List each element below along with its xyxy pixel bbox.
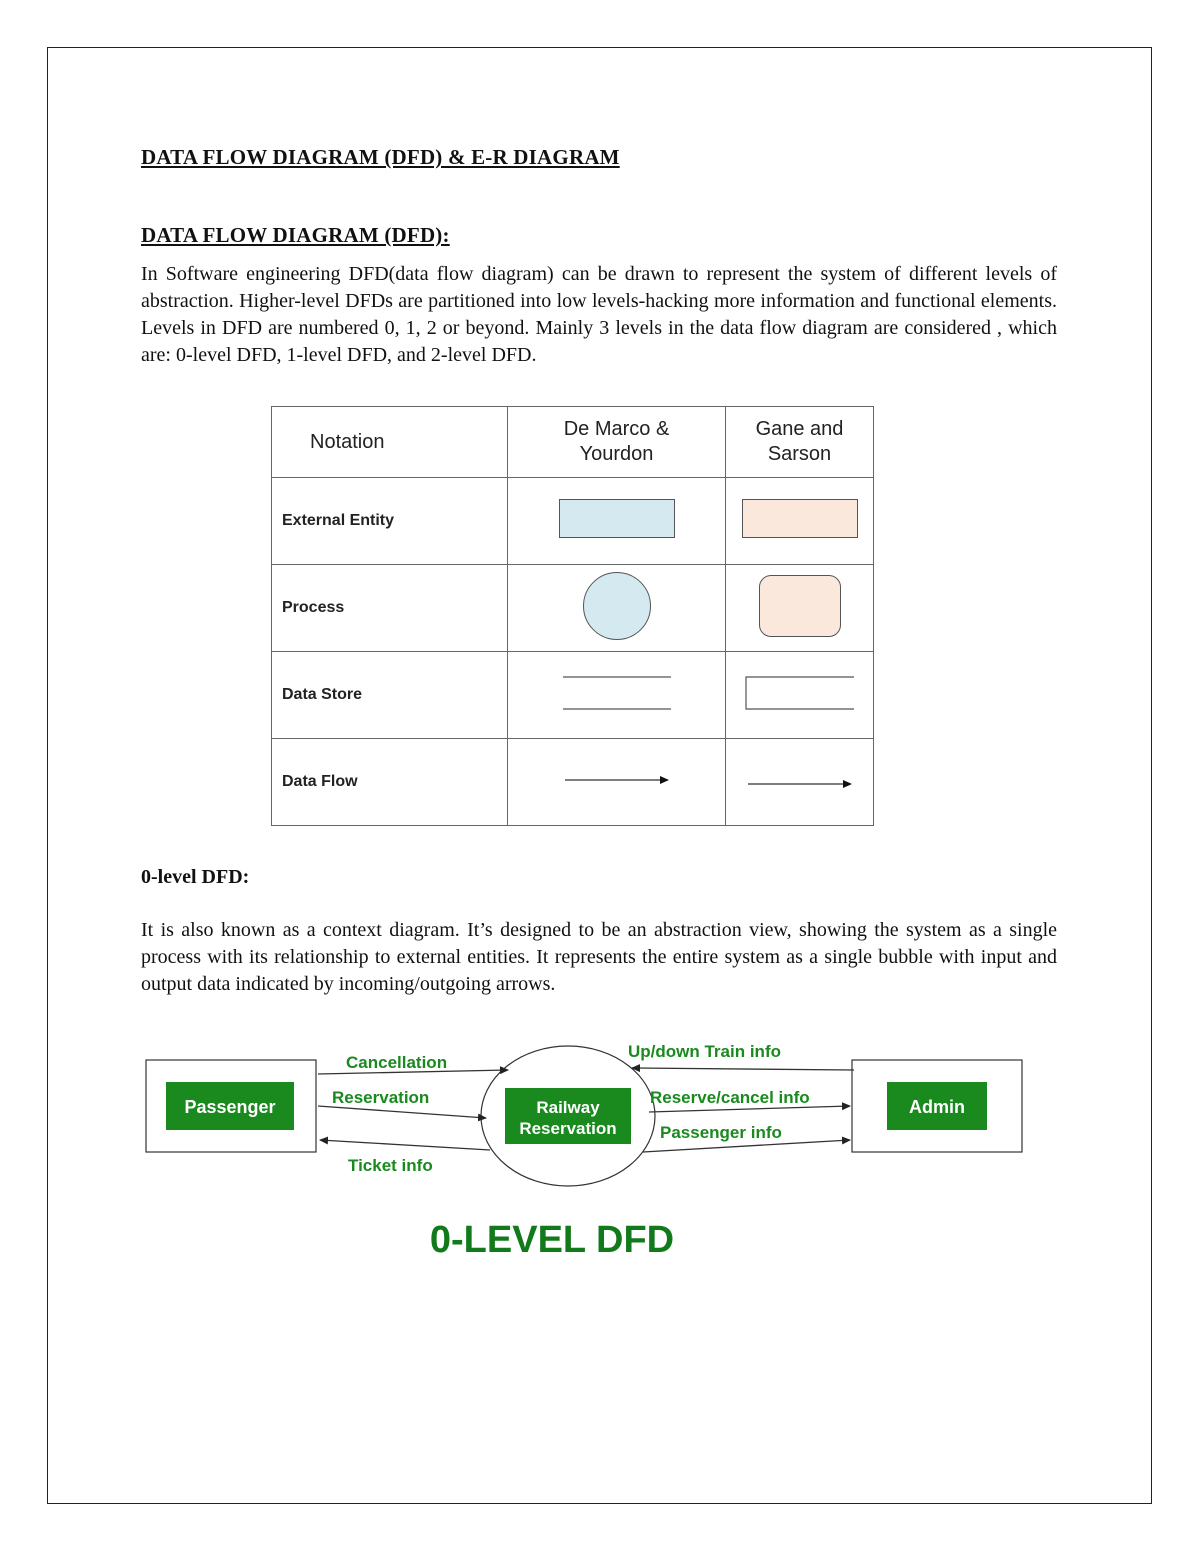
gane-data-store-open-rect <box>740 671 860 715</box>
notation-row-external-entity <box>272 478 874 565</box>
admin-label: Admin <box>909 1097 965 1117</box>
demarco-data-store-lines <box>557 671 677 715</box>
demarco-data-store-cell <box>508 652 726 739</box>
level0-dfd-diagram <box>140 1030 1030 1260</box>
level0-heading: 0-level DFD: <box>141 866 250 888</box>
process-label-line2: Reservation <box>519 1119 617 1138</box>
notation-header-row <box>272 407 874 478</box>
row-label: Process <box>272 565 508 652</box>
demarco-external-entity-cell <box>508 478 726 565</box>
demarco-header: De Marco & Yourdon <box>508 407 726 478</box>
gane-process-rounded-rect <box>759 575 841 637</box>
reserve-cancel-info-label: Reserve/cancel info <box>650 1088 810 1107</box>
demarco-process-cell <box>508 565 726 652</box>
gane-sarson-header: Gane and Sarson <box>726 407 874 478</box>
diagram-caption: 0-LEVEL DFD <box>429 1219 675 1260</box>
notation-header: Notation <box>272 407 508 478</box>
gane-data-flow-cell <box>726 739 874 826</box>
gane-entity-rectangle <box>742 499 858 538</box>
row-label: Data Store <box>272 652 508 739</box>
process-label-line1: Railway <box>536 1098 600 1117</box>
demarco-data-flow-cell <box>508 739 726 826</box>
passenger-info-label: Passenger info <box>660 1123 782 1142</box>
reservation-arrow <box>318 1106 486 1118</box>
updown-train-info-label: Up/down Train info <box>628 1042 781 1061</box>
cancellation-label: Cancellation <box>346 1053 448 1072</box>
ticket-info-arrow <box>320 1140 490 1150</box>
reservation-label: Reservation <box>332 1088 430 1107</box>
dfd-intro-paragraph: In Software engineering DFD(data flow diagram) can be drawn to represent the system of different levels of abstraction. Higher-level DFDs are partitioned into low levels-hacking more information and functional elements. Levels in DFD are numbered 0, 1, 2 or beyond. Mainly 3 levels in the data flow diagram are considered , which are: 0-level DFD, 1-level DFD, and 2-level DFD. <box>141 263 1057 366</box>
notation-row-process <box>272 565 874 652</box>
notation-row-data-flow <box>272 739 874 826</box>
gane-data-store-cell <box>726 652 874 739</box>
row-label: External Entity <box>272 478 508 565</box>
passenger-label: Passenger <box>184 1097 276 1117</box>
demarco-data-flow-arrow <box>557 770 677 790</box>
gane-process-cell <box>726 565 874 652</box>
demarco-entity-rectangle <box>559 499 675 538</box>
gane-external-entity-cell <box>726 478 874 565</box>
demarco-process-circle <box>583 572 651 640</box>
updown-train-info-arrow <box>632 1068 854 1070</box>
level0-paragraph: It is also known as a context diagram. It’s designed to be an abstraction view, showing the system as a single process with its relationship to external entities. It represents the entire system as a single bubble with input and output data indicated by incoming/outgoing arrows. <box>141 919 1057 995</box>
document-title: DATA FLOW DIAGRAM (DFD) & E-R DIAGRAM <box>141 145 620 169</box>
dfd-section-heading: DATA FLOW DIAGRAM (DFD): <box>141 223 450 247</box>
gane-data-flow-arrow <box>740 774 860 794</box>
ticket-info-label: Ticket info <box>348 1156 433 1175</box>
notation-table <box>271 406 874 826</box>
row-label: Data Flow <box>272 739 508 826</box>
notation-row-data-store <box>272 652 874 739</box>
